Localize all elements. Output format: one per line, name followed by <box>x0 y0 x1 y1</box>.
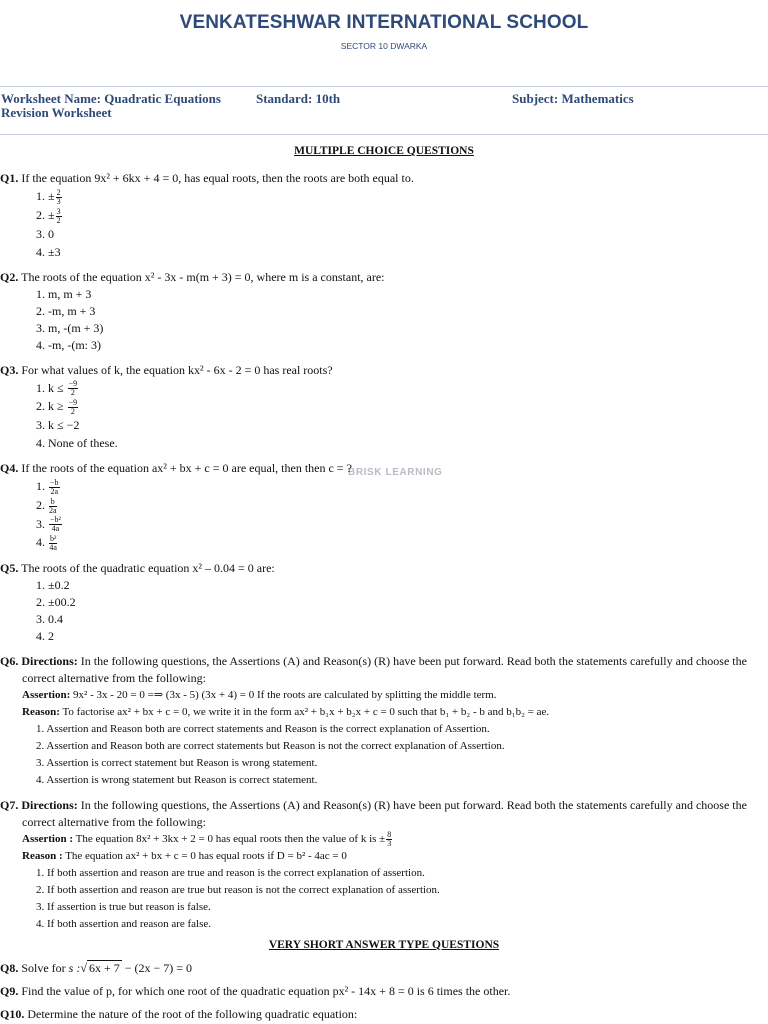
option-3: 3. 0 <box>36 226 54 241</box>
question-text: For what values of k, the equation kx² - 6x - 2 = 0 has real roots? <box>21 362 333 377</box>
option-1: 1. Assertion and Reason both are correct statements and Reason is the correct explanation of Assertion. <box>36 723 490 735</box>
worksheet-name: Worksheet Name: Quadratic Equations Revision Worksheet <box>1 91 221 120</box>
option-3: 3. $\frac{\text{−b²}}{4a}$ <box>36 515 61 534</box>
question-3: Q3. For what values of k, the equation kx² - 6x - 2 = 0 has real roots? 1. k ≤ $\frac{-9}{2}$ 2. k ≥ $\frac{-9}{2}$ 3. k ≤ −2 4. None of these. <box>0 362 768 453</box>
option-4: 4. If both assertion and reason are false. <box>36 918 212 931</box>
option-4: 4. $\frac{\text{b²}}{4a}$ <box>36 534 57 552</box>
option-1: 1. m, m + 3 <box>36 286 92 301</box>
question-4: Q4. If the roots of the equation ax² + bx + c = 0 are equal, then then c = ? 1. $\frac{-b}{2a}$ 2. $\frac{b}{2a}$ 3. $\frac{\text{−b²}}{4a}$ 4. $\frac{\text{b²}}{4a}$ <box>0 460 768 552</box>
option-4: 4. Assertion is wrong statement but Reason is correct statement. <box>36 774 318 786</box>
question-2: Q2. The roots of the equation x² - 3x - m(m + 3) = 0, where m is a constant, are: 1. m, m + 3 2. -m, m + 3 3. m, -(m + 3) 4. -m, -(m: 3) <box>0 269 768 354</box>
section-title-mcq: MULTIPLE CHOICE QUESTIONS <box>294 145 474 157</box>
option-3: 3. 0.4 <box>36 612 63 626</box>
standard-label: Standard: 10th <box>256 91 341 106</box>
option-4: 4. -m, -(m: 3) <box>36 337 101 352</box>
subject-label: Subject: Mathematics <box>512 91 634 106</box>
option-1: 1. ±0.2 <box>36 578 70 592</box>
question-number: Q1. <box>0 171 19 185</box>
question-6: Q6. Directions: In the following questions, the Assertions (A) and Reason(s) (R) have been put forward. Read both the statements carefully and choose the correct alternative from the following: Assertion: 9x² - 3x - 20 = 0 =⇒ (3x - 5) (3x + 4) = 0 If the roots are calculated by splitting the middle term. Reason: To factorise ax² + bx + c = 0, we write it in the form ax² + b₁x + b₂x + c = 0 such that b₁ + b₂ - b and b₁b₂ = ae. 1. Assertion and Reason both are correct statements and Reason is the correct explanation of Assertion. 2. Assertion and Reason both are correct statements but Reason is not the correct explanation of Assertion. 3. Assertion is correct statement but Reason is wrong statement. 4. Assertion is wrong statement but Reason is correct statement. <box>0 653 768 789</box>
question-5: Q5. The roots of the quadratic equation x² – 0.04 = 0 are: 1. ±0.2 2. ±00.2 3. 0.4 4. 2 <box>0 560 768 645</box>
option-3: 3. If assertion is true but reason is false. <box>36 901 211 914</box>
option-3: 3. m, -(m + 3) <box>36 320 104 335</box>
question-1 <box>0 170 768 261</box>
school-location: SECTOR 10 DWARKA <box>340 41 428 51</box>
option-2: 2. k ≥ $\frac{-9}{2}$ <box>36 398 78 416</box>
reason: Reason: To factorise ax² + bx + c = 0, we write it in the form ax² + b₁x + b₂x + c = 0 such that b₁ + b₂ - b and b₁b₂ = ae. <box>22 706 550 718</box>
option-4: 4. 2 <box>36 629 54 643</box>
question-10: Q10. Determine the nature of the root of the following quadratic equation: <box>0 1007 358 1022</box>
question-9: Q9. Find the value of p, for which one root of the quadratic equation px² - 14x + 8 = 0 is 6 times the other. <box>0 984 511 999</box>
option-2: 2. -m, m + 3 <box>36 303 96 318</box>
assertion: Assertion : The equation 8x² + 3kx + 2 = 0 has equal roots then the value of k is ± $\frac{8}{3}$ <box>22 830 392 848</box>
reason: Reason : The equation ax² + bx + c = 0 has equal roots if D = b² - 4ac = 0 <box>22 850 347 863</box>
directions-text: In the following questions, the Assertions (A) and Reason(s) (R) have been put forward. Read both the statements carefully and choose the correct alternative from the following: <box>22 798 747 829</box>
option-2: 2. If both assertion and reason are true but reason is not the correct explanation of assertion. <box>36 884 440 897</box>
question-7: Q7. Directions: In the following questions, the Assertions (A) and Reason(s) (R) have been put forward. Read both the statements carefully and choose the correct alternative from the following: Assertion : The equation 8x² + 3kx + 2 = 0 has equal roots then the value of k is ± $\frac{8}{3}$ Reason : The equation ax² + bx + c = 0 has equal roots if D = b² - 4ac = 0 1. If both assertion and reason are true and reason is the correct explanation of assertion. 2. If both assertion and reason are true but reason is not the correct explanation of assertion. 3. If assertion is true but reason is false. 4. If both assertion and reason are false. <box>0 797 768 933</box>
option-2: 2. $\frac{b}{2a}$ <box>36 496 57 515</box>
question-text: Determine the nature of the root of the following quadratic equation: <box>27 1007 358 1022</box>
option-1: 1. k ≤ $\frac{-9}{2}$ <box>36 379 78 398</box>
question-text: The roots of the quadratic equation x² – 0.04 = 0 are: <box>21 561 275 575</box>
question-text: If the equation 9x² + 6kx + 4 = 0, has equal roots, then the roots are both equal to. <box>21 171 414 185</box>
option-2: 2. Assertion and Reason both are correct statements but Reason is not the correct explanation of Assertion. <box>36 740 505 752</box>
question-text: Solve for <box>21 961 66 976</box>
question-8: Q8. Solve for s :√ 6x + 7 − (2x − 7) = 0 <box>0 961 193 976</box>
school-name: VENKATESHWAR INTERNATIONAL SCHOOL <box>179 12 589 33</box>
watermark-logo: BRISK LEARNING <box>348 467 443 478</box>
option-3: 3. k ≤ −2 <box>36 418 80 432</box>
option-1: 1. $\frac{-b}{2a}$ <box>36 477 59 496</box>
options-list <box>0 477 762 552</box>
options-list <box>0 286 762 354</box>
school-header <box>0 0 768 86</box>
option-1: 1. ± $\frac{2}{3}$ <box>36 187 61 206</box>
worksheet-body <box>0 143 768 1023</box>
question-text: Find the value of p, for which one root of the quadratic equation px² - 14x + 8 = 0 is 6 times the other. <box>21 984 511 999</box>
options-list <box>0 865 762 933</box>
options-list <box>0 577 762 645</box>
question-text: If the roots of the equation ax² + bx + c = 0 are equal, then then c = ? <box>21 461 352 475</box>
option-2: 2. ±00.2 <box>36 595 76 609</box>
options-list <box>0 379 762 453</box>
options-list <box>0 721 762 789</box>
option-1: 1. If both assertion and reason are true and reason is the correct explanation of assertion. <box>36 867 425 880</box>
worksheet-info-bar <box>0 86 768 135</box>
section-title-vsa: VERY SHORT ANSWER TYPE QUESTIONS <box>268 939 500 952</box>
assertion: Assertion: 9x² - 3x - 20 = 0 =⇒ (3x - 5) (3x + 4) = 0 If the roots are calculated by splitting the middle term. <box>22 689 497 701</box>
option-3: 3. Assertion is correct statement but Reason is wrong statement. <box>36 757 318 769</box>
question-text: The roots of the equation x² - 3x - m(m + 3) = 0, where m is a constant, are: <box>21 269 385 284</box>
option-4: 4. ±3 <box>36 244 61 259</box>
directions-text: In the following questions, the Assertions (A) and Reason(s) (R) have been put forward. Read both the statements carefully and choose the correct alternative from the following: <box>22 654 747 685</box>
options-list <box>0 187 762 261</box>
option-2: 2. ± $\frac{3}{2}$ <box>36 206 61 225</box>
option-4: 4. None of these. <box>36 436 118 450</box>
